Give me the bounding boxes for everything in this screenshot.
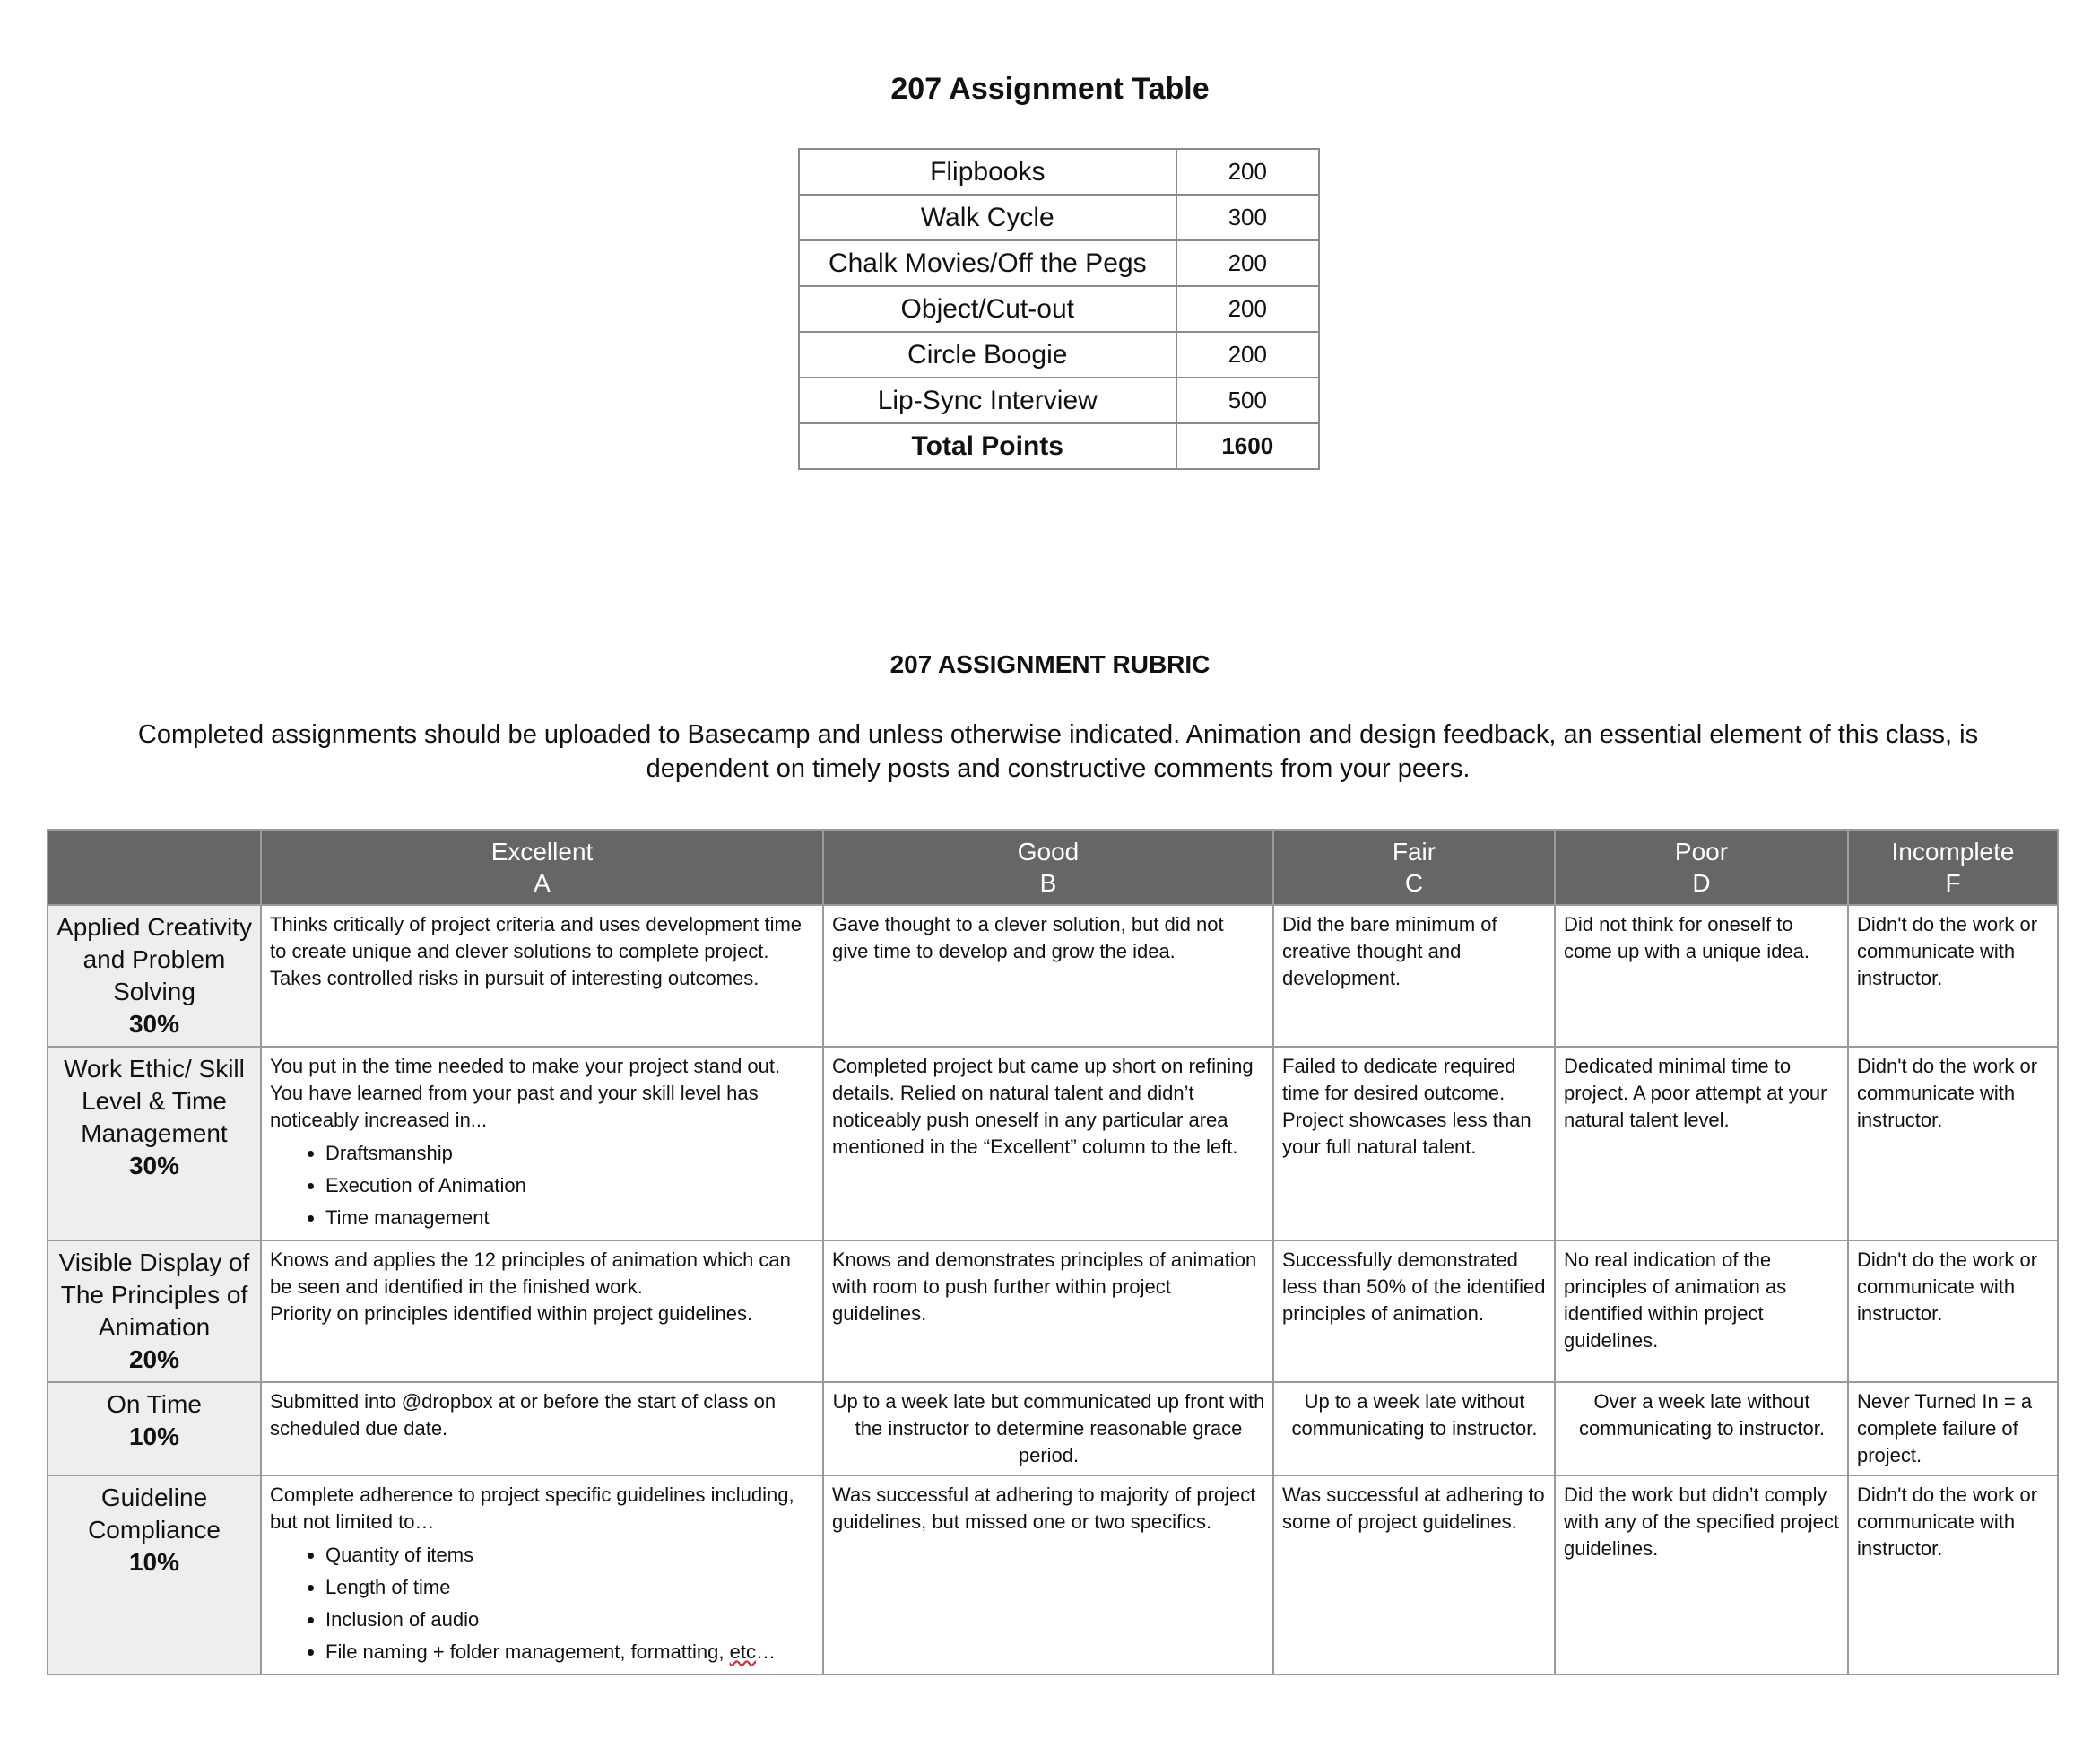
assignment-name: Chalk Movies/Off the Pegs	[799, 240, 1176, 286]
cell-line: You have learned from your past and your skill level has noticeably increased in...	[270, 1082, 759, 1131]
total-label: Total Points	[799, 423, 1176, 469]
cell-fair: Failed to dedicate required time for desired outcome. Project showcases less than your full natural talent.	[1273, 1047, 1555, 1240]
rubric-row-principles	[48, 1240, 2058, 1382]
assignment-table	[798, 148, 1320, 470]
table-row	[799, 240, 1319, 286]
assignment-name: Flipbooks	[799, 149, 1176, 195]
cell-poor: No real indication of the principles of animation as identified within project guidelines.	[1555, 1240, 1848, 1382]
grade-letter: A	[534, 869, 551, 897]
cell-line: Knows and applies the 12 principles of animation which can be seen and identified in the finished work.	[270, 1248, 791, 1298]
cell-good: Completed project but came up short on refining details. Relied on natural talent and didn’t noticeably push oneself in any particular area mentioned in the “Excellent” column to the left.	[823, 1047, 1273, 1240]
criterion-weight: 20%	[128, 1345, 180, 1373]
cell-poor: Dedicated minimal time to project. A poor attempt at your natural talent level.	[1555, 1047, 1848, 1240]
list-item-text: File naming + folder management, formatting,	[325, 1640, 730, 1663]
misspelled-word: etc	[729, 1640, 756, 1663]
assignment-name: Walk Cycle	[799, 195, 1176, 240]
bullet-list	[270, 1137, 815, 1234]
header-poor	[1555, 830, 1848, 905]
cell-good: Knows and demonstrates principles of animation with room to push further within project guidelines.	[823, 1240, 1273, 1382]
criterion-weight: 10%	[128, 1548, 180, 1576]
rubric-title: 207 ASSIGNMENT RUBRIC	[889, 650, 1211, 678]
list-item: • Draftsmanship	[325, 1137, 815, 1170]
cell-incomplete: Didn't do the work or communicate with instructor.	[1848, 1240, 2058, 1382]
cell-good: Was successful at adhering to majority of project guidelines, but missed one or two specifics.	[823, 1475, 1273, 1675]
bullet-list	[270, 1539, 815, 1668]
cell-excellent	[261, 1240, 823, 1382]
total-points: 1600	[1176, 423, 1319, 469]
header-fair	[1273, 830, 1555, 905]
header-incomplete	[1848, 830, 2058, 905]
assignment-points: 200	[1176, 286, 1319, 332]
table-row	[799, 332, 1319, 378]
list-item	[325, 1636, 815, 1668]
cell-line: Complete adherence to project specific guidelines including, but not limited to…	[270, 1483, 794, 1533]
cell-good: Gave thought to a clever solution, but did not give time to develop and grow the idea.	[823, 905, 1273, 1047]
grade-label: Excellent	[490, 838, 594, 866]
cell-fair: Successfully demonstrated less than 50% of the identified principles of animation.	[1273, 1240, 1555, 1382]
cell-poor: Did not think for oneself to come up with a unique idea.	[1555, 905, 1848, 1047]
header-excellent	[261, 830, 823, 905]
list-item-tail: …	[755, 1640, 776, 1663]
table-row	[799, 378, 1319, 423]
assignment-name: Object/Cut-out	[799, 286, 1176, 332]
header-good	[823, 830, 1273, 905]
list-item: • Length of time	[325, 1571, 815, 1604]
cell-line: Priority on principles identified within project guidelines.	[270, 1302, 753, 1325]
grade-letter: C	[1404, 869, 1424, 897]
rubric-row-on-time	[48, 1382, 2058, 1475]
cell-poor: Over a week late without communicating to instructor.	[1555, 1382, 1848, 1475]
cell-fair: Up to a week late without communicating to instructor.	[1273, 1382, 1555, 1475]
list-item: • Execution of Animation	[325, 1170, 815, 1202]
grade-label: Poor	[1674, 838, 1729, 866]
cell-line: You put in the time needed to make your project stand out.	[270, 1055, 781, 1077]
cell-incomplete: Didn't do the work or communicate with instructor.	[1848, 905, 2058, 1047]
assignment-name: Lip-Sync Interview	[799, 378, 1176, 423]
list-item: • Inclusion of audio	[325, 1604, 815, 1636]
criterion-cell	[48, 1240, 261, 1382]
criterion-name: On Time	[107, 1390, 202, 1418]
assignment-points: 200	[1176, 149, 1319, 195]
criterion-weight: 30%	[128, 1010, 180, 1038]
assignment-points: 300	[1176, 195, 1319, 240]
cell-incomplete: Didn't do the work or communicate with instructor.	[1848, 1047, 2058, 1240]
cell-fair: Did the bare minimum of creative thought and development.	[1273, 905, 1555, 1047]
rubric-header-row	[48, 830, 2058, 905]
cell-excellent: Submitted into @dropbox at or before the start of class on scheduled due date.	[261, 1382, 823, 1475]
grade-letter: D	[1692, 869, 1711, 897]
assignment-points: 200	[1176, 240, 1319, 286]
total-row	[799, 423, 1319, 469]
rubric-row-work-ethic	[48, 1047, 2058, 1240]
cell-excellent	[261, 1475, 823, 1675]
assignment-points: 500	[1176, 378, 1319, 423]
criterion-name: Work Ethic/ Skill Level & Time Management	[64, 1055, 245, 1147]
rubric-intro: Completed assignments should be uploaded to Basecamp and unless otherwise indicated. Animation and design feedback, an essential element of this class, is dependent on timely posts and constructive comments from your peers.	[137, 720, 1979, 783]
criterion-cell	[48, 1382, 261, 1475]
table-row	[799, 195, 1319, 240]
rubric-row-creativity	[48, 905, 2058, 1047]
grade-label: Incomplete	[1891, 838, 2015, 866]
grade-label: Good	[1017, 838, 1080, 866]
criterion-weight: 30%	[128, 1152, 180, 1179]
cell-incomplete: Never Turned In = a complete failure of project.	[1848, 1382, 2058, 1475]
table-row	[799, 149, 1319, 195]
grade-letter: B	[1039, 869, 1057, 897]
criterion-cell	[48, 1047, 261, 1240]
rubric-table	[47, 829, 2059, 1675]
cell-incomplete: Didn't do the work or communicate with instructor.	[1848, 1475, 2058, 1675]
criterion-cell	[48, 905, 261, 1047]
criterion-name: Applied Creativity and Problem Solving	[56, 913, 252, 1005]
cell-fair: Was successful at adhering to some of project guidelines.	[1273, 1475, 1555, 1675]
criterion-weight: 10%	[128, 1422, 180, 1450]
rubric-row-guidelines	[48, 1475, 2058, 1675]
cell-excellent	[261, 1047, 823, 1240]
cell-poor: Did the work but didn’t comply with any of the specified project guidelines.	[1555, 1475, 1848, 1675]
list-item: • Quantity of items	[325, 1539, 815, 1571]
grade-letter: F	[1945, 869, 1961, 897]
criterion-cell	[48, 1475, 261, 1675]
grade-label: Fair	[1392, 838, 1436, 866]
cell-good: Up to a week late but communicated up front with the instructor to determine reasonable grace period.	[823, 1382, 1273, 1475]
assignment-table-title: 207 Assignment Table	[890, 72, 1210, 106]
list-item: • Time management	[325, 1202, 815, 1234]
criterion-name: Visible Display of The Principles of Animation	[58, 1248, 250, 1341]
table-row	[799, 286, 1319, 332]
assignment-points: 200	[1176, 332, 1319, 378]
rubric-corner-cell	[48, 830, 261, 905]
assignment-name: Circle Boogie	[799, 332, 1176, 378]
cell-excellent: Thinks critically of project criteria and uses development time to create unique and clever solutions to complete project. Takes controlled risks in pursuit of interesting outcomes.	[261, 905, 823, 1047]
criterion-name: Guideline Compliance	[88, 1483, 221, 1544]
